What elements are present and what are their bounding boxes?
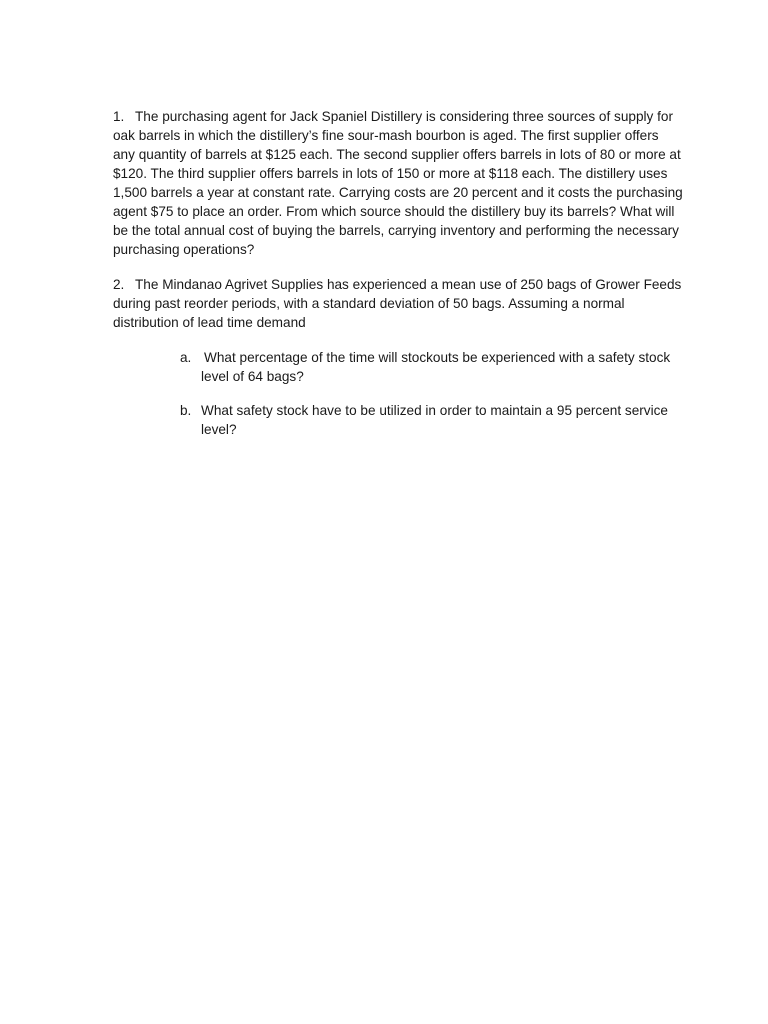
subitem-b-letter: b. [180, 403, 192, 418]
problem-2-subitems [113, 348, 683, 439]
subitem-a-text: What percentage of the time will stockouts be experienced with a safety stock level of 64 bags? [201, 350, 671, 384]
problem-2-subitem-a [180, 348, 683, 386]
subitem-a-letter: a. [180, 350, 192, 365]
problem-1-text: The purchasing agent for Jack Spaniel Distillery is considering three sources of supply for oak barrels in which the distillery’s fine sour-mash bourbon is aged. The first supplier offers any quantity of barrels at $125 each. The second supplier offers barrels in lots of 80 or more at $120. The third supplier offers barrels in lots of 150 or more at $118 each. The distillery uses 1,500 barrels a year at constant rate. Carrying costs are 20 percent and it costs the purchasing agent $75 to place an order. From which source should the distillery buy its barrels? What will be the total annual cost of buying the barrels, carrying inventory and performing the necessary purchasing operations? [113, 109, 683, 257]
subitem-b-text: What safety stock have to be utilized in order to maintain a 95 percent service level? [201, 403, 668, 437]
problem-1-number: 1. [113, 109, 125, 124]
problem-2-number: 2. [113, 277, 125, 292]
document-content [113, 107, 683, 454]
problem-1 [113, 107, 683, 259]
problem-2-text: The Mindanao Agrivet Supplies has experienced a mean use of 250 bags of Grower Feeds during past reorder periods, with a standard deviation of 50 bags. Assuming a normal distribution of lead time demand [113, 277, 682, 330]
problem-2-subitem-b [180, 401, 683, 439]
problem-2 [113, 275, 683, 332]
